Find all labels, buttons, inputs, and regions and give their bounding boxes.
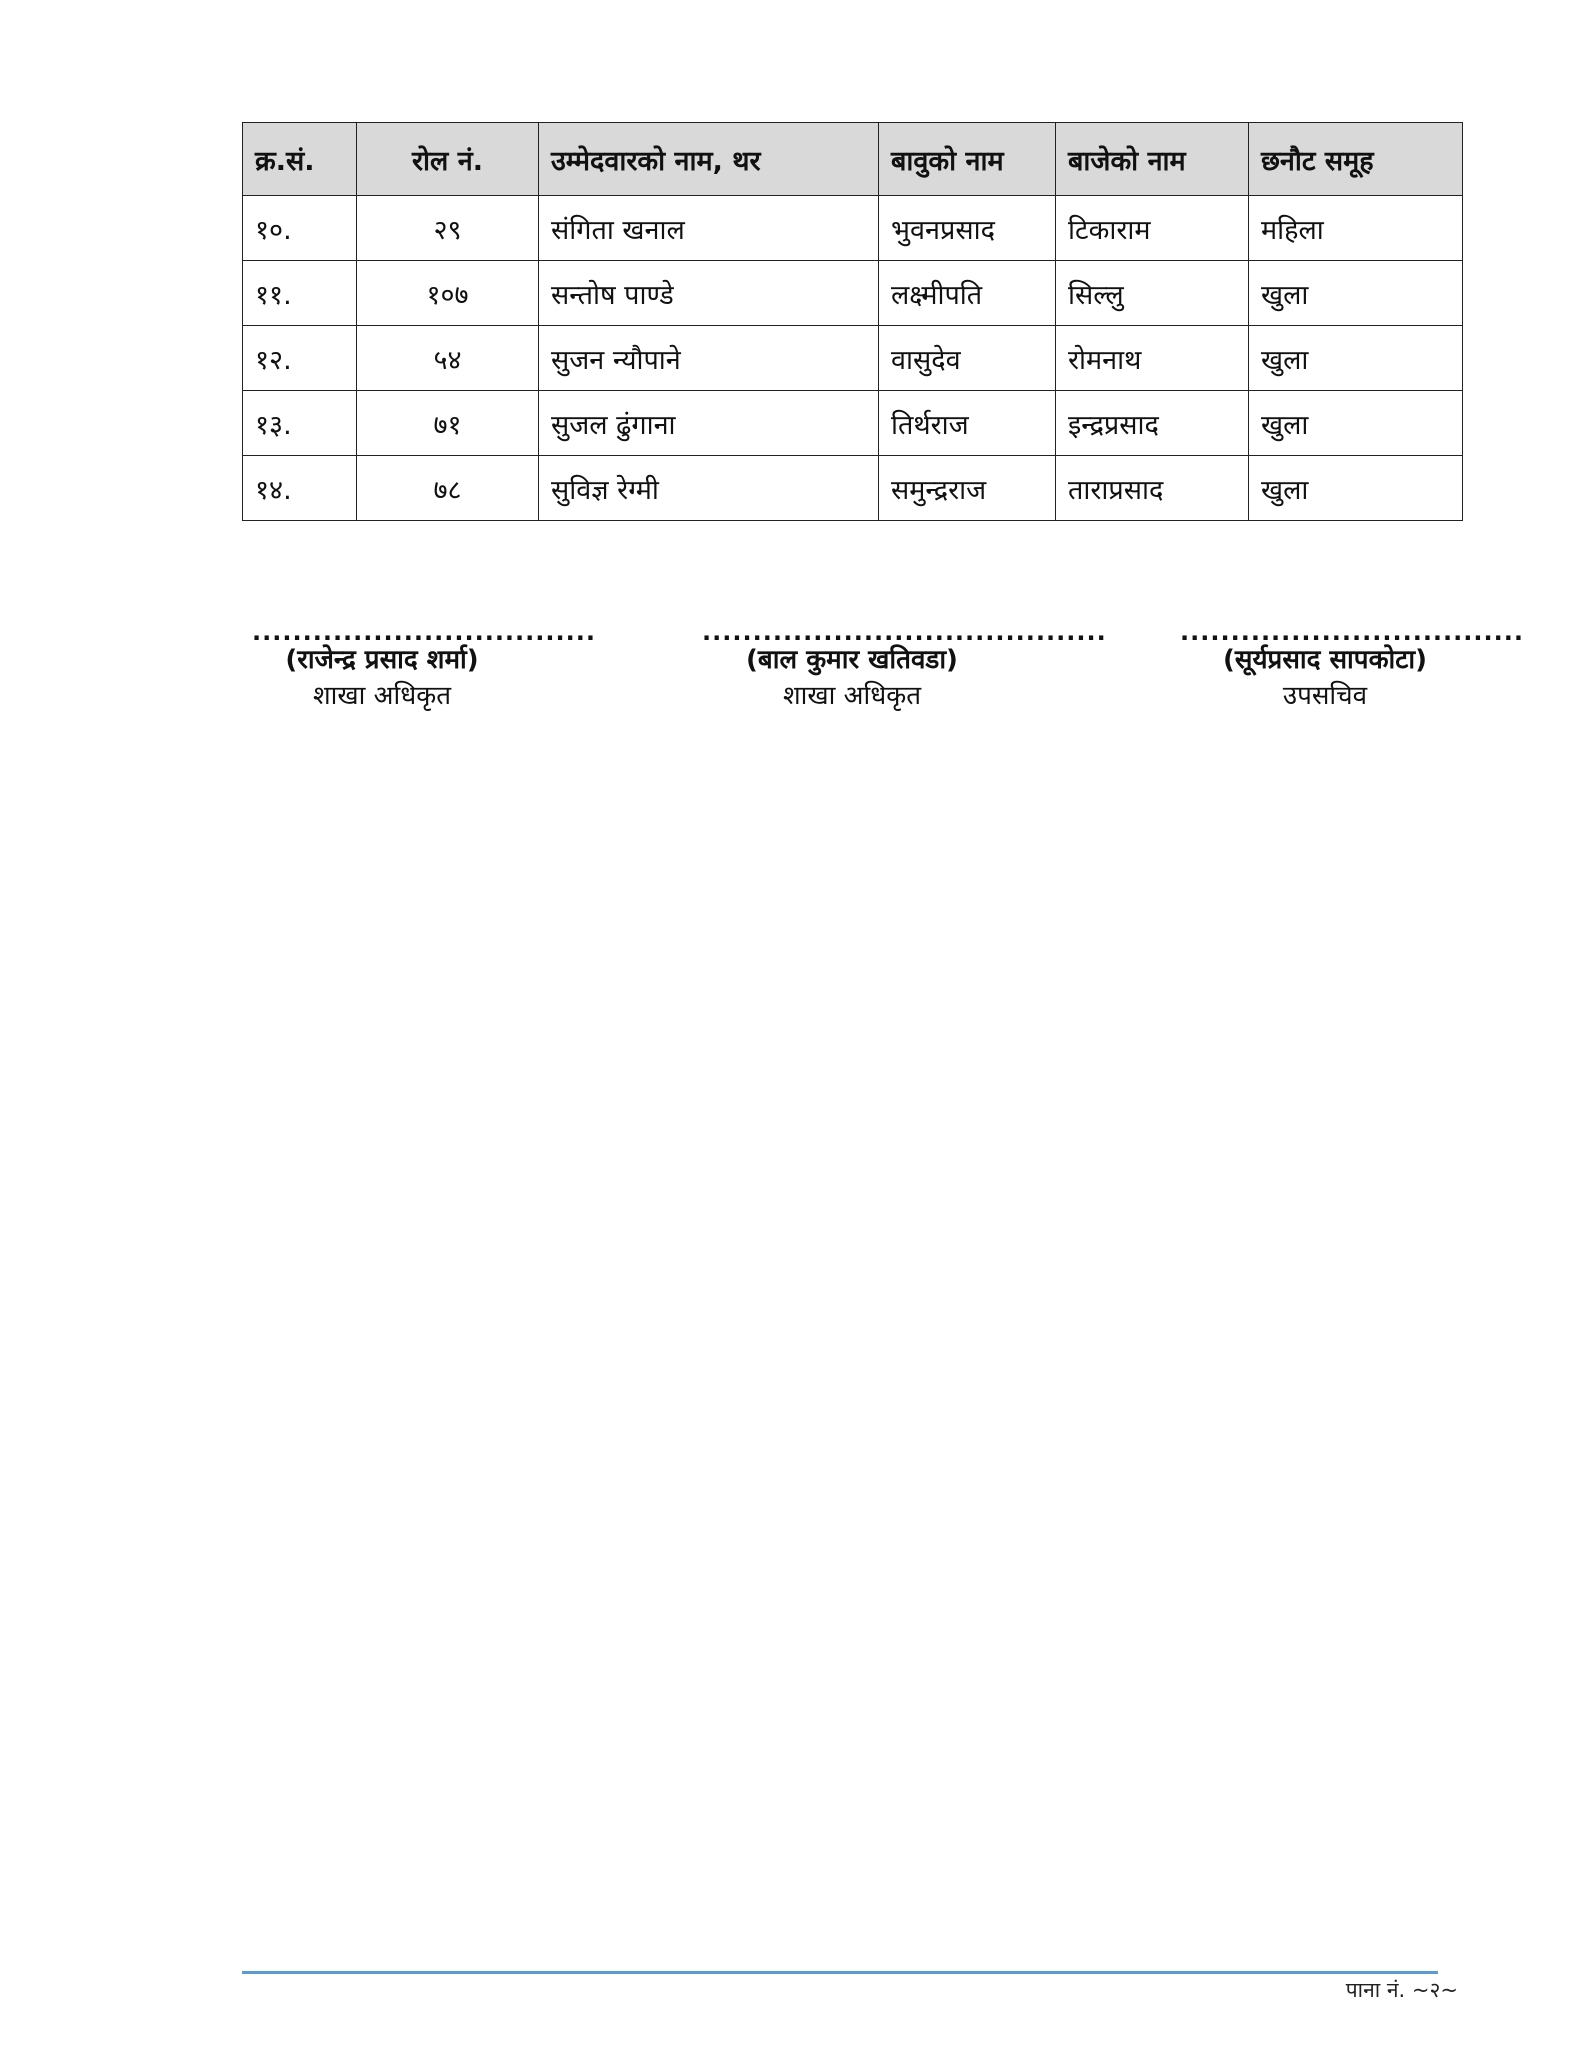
signatory-title: उपसचिव [1282,681,1368,711]
results-table [242,122,1463,521]
table-row [243,326,1463,391]
header-grandfather-name: बाजेको नाम [1056,123,1249,196]
signature-dotted-line: ........................................ [702,618,1107,646]
cell-selection-group: खुला [1249,326,1463,391]
cell-serial: ११. [243,261,357,326]
signatory-name: (सूर्यप्रसाद सापकोटा) [1222,645,1427,675]
page-number: पाना नं. ~२~ [1345,1978,1458,2002]
cell-candidate-name: सुजन न्यौपाने [539,326,879,391]
cell-grandfather-name: इन्द्रप्रसाद [1056,391,1249,456]
signatory-name: (राजेन्द्र प्रसाद शर्मा) [285,645,479,675]
cell-selection-group: खुला [1249,456,1463,521]
cell-grandfather-name: सिल्लु [1056,261,1249,326]
signatory-title: शाखा अधिकृत [312,681,452,711]
cell-candidate-name: सुजल ढुंगाना [539,391,879,456]
cell-father-name: तिर्थराज [879,391,1056,456]
cell-selection-group: खुला [1249,391,1463,456]
footer-rule [242,1971,1438,1974]
cell-roll-number: ७८ [357,456,539,521]
cell-roll-number: २९ [357,196,539,261]
cell-candidate-name: सुविज्ञ रेग्मी [539,456,879,521]
cell-roll-number: ५४ [357,326,539,391]
header-father-name: बावुको नाम [879,123,1056,196]
table-row [243,456,1463,521]
cell-father-name: वासुदेव [879,326,1056,391]
cell-candidate-name: सन्तोष पाण्डे [539,261,879,326]
cell-grandfather-name: टिकाराम [1056,196,1249,261]
header-candidate-name: उम्मेदवारको नाम, थर [539,123,879,196]
cell-father-name: भुवनप्रसाद [879,196,1056,261]
cell-serial: १०. [243,196,357,261]
signature-dotted-line: .................................. [252,618,596,646]
cell-serial: १३. [243,391,357,456]
cell-candidate-name: संगिता खनाल [539,196,879,261]
signatory-3 [1180,618,1524,714]
cell-grandfather-name: ताराप्रसाद [1056,456,1249,521]
table-row [243,261,1463,326]
cell-serial: १४. [243,456,357,521]
table-row [243,196,1463,261]
signature-dotted-line: .................................. [1180,618,1524,646]
signatory-name: (बाल कुमार खतिवडा) [746,645,958,675]
cell-roll-number: १०७ [357,261,539,326]
table-header-row [243,123,1463,196]
table-row [243,391,1463,456]
cell-father-name: लक्ष्मीपति [879,261,1056,326]
signatory-2 [702,618,1107,714]
header-roll-number: रोल नं. [357,123,539,196]
header-serial: क्र.सं. [243,123,357,196]
cell-selection-group: महिला [1249,196,1463,261]
cell-grandfather-name: रोमनाथ [1056,326,1249,391]
cell-roll-number: ७१ [357,391,539,456]
signatures-block [0,618,1583,722]
cell-serial: १२. [243,326,357,391]
signatory-1 [252,618,596,714]
cell-father-name: समुन्द्रराज [879,456,1056,521]
header-selection-group: छनौट समूह [1249,123,1463,196]
cell-selection-group: खुला [1249,261,1463,326]
signatory-title: शाखा अधिकृत [782,681,922,711]
